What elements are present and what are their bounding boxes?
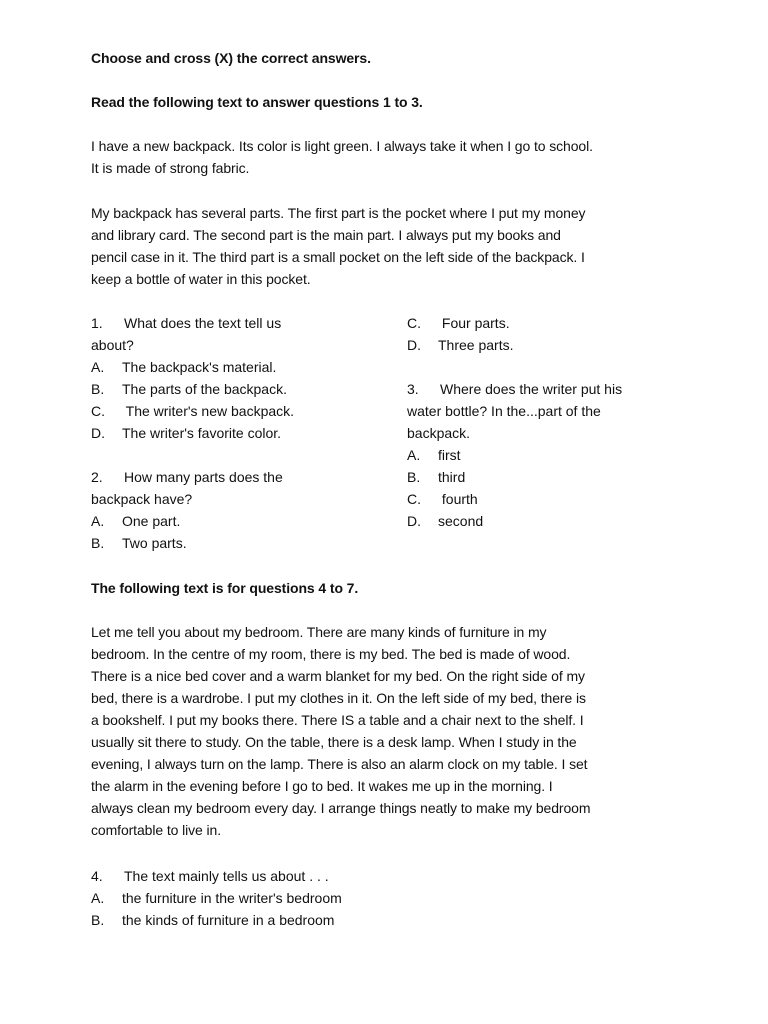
- question-number: 4.: [91, 868, 103, 884]
- text-line: bedroom. In the centre of my room, there is my bed. The bed is made of wood.: [91, 646, 571, 662]
- question-3: [407, 378, 707, 532]
- option-letter: C.: [407, 491, 421, 507]
- answer-option-d[interactable]: [407, 334, 707, 356]
- question-number: 3.: [407, 381, 419, 397]
- answer-option-b[interactable]: [91, 909, 491, 931]
- question-text: about?: [91, 337, 134, 353]
- option-text: The writer's new backpack.: [122, 403, 295, 419]
- option-text: the furniture in the writer's bedroom: [122, 890, 342, 906]
- question-text: What does the text tell us: [124, 315, 282, 331]
- text-line: bed, there is a wardrobe. I put my clothes in it. On the left side of my bed, there is: [91, 690, 586, 706]
- option-letter: B.: [407, 469, 421, 485]
- option-text: the kinds of furniture in a bedroom: [122, 912, 335, 928]
- text-line: My backpack has several parts. The first part is the pocket where I put my money: [91, 205, 586, 221]
- text-line: keep a bottle of water in this pocket.: [91, 271, 311, 287]
- option-letter: D.: [91, 425, 105, 441]
- question-stem: [91, 466, 391, 488]
- answer-option-c[interactable]: [407, 312, 707, 334]
- text-line: evening, I always turn on the lamp. There is also an alarm clock on my table. I set: [91, 756, 588, 772]
- text-line: pencil case in it. The third part is a small pocket on the left side of the backpack. I: [91, 249, 585, 265]
- text-line: usually sit there to study. On the table, there is a desk lamp. When I study in the: [91, 734, 577, 750]
- answer-option-a[interactable]: [91, 356, 391, 378]
- question-stem: [91, 865, 491, 887]
- option-text: Three parts.: [438, 337, 514, 353]
- question-4: [91, 865, 491, 931]
- text-line: a bookshelf. I put my books there. There IS a table and a chair next to the shelf. I: [91, 712, 584, 728]
- section1-heading: Read the following text to answer questions 1 to 3.: [91, 94, 423, 110]
- question-stem: [407, 378, 707, 400]
- text-line: I have a new backpack. Its color is light green. I always take it when I go to school.: [91, 138, 593, 154]
- question-1: [91, 312, 391, 444]
- option-letter: B.: [91, 381, 105, 397]
- option-letter: D.: [407, 337, 421, 353]
- bedroom-paragraph: [91, 621, 691, 841]
- option-letter: B.: [91, 912, 105, 928]
- answer-option-b[interactable]: [91, 532, 391, 554]
- answer-option-b[interactable]: [91, 378, 391, 400]
- option-letter: D.: [407, 513, 421, 529]
- option-letter: C.: [407, 315, 421, 331]
- answer-option-b[interactable]: [407, 466, 707, 488]
- section2-heading: The following text is for questions 4 to 7.: [91, 580, 359, 596]
- question-number: 2.: [91, 469, 103, 485]
- backpack-paragraph-2: [91, 202, 691, 290]
- option-letter: B.: [91, 535, 105, 551]
- question-text: backpack.: [407, 425, 471, 441]
- option-text: Four parts.: [438, 315, 510, 331]
- option-text: second: [438, 513, 484, 529]
- answer-option-c[interactable]: [407, 488, 707, 510]
- answer-option-a[interactable]: [91, 510, 391, 532]
- text-line: There is a nice bed cover and a warm blanket for my bed. On the right side of my: [91, 668, 585, 684]
- answer-option-a[interactable]: [407, 444, 707, 466]
- question-stem: [91, 312, 391, 334]
- option-text: The backpack's material.: [122, 359, 277, 375]
- option-letter: C.: [91, 403, 105, 419]
- backpack-paragraph-1: [91, 135, 691, 179]
- option-text: fourth: [438, 491, 478, 507]
- answer-option-d[interactable]: [407, 510, 707, 532]
- option-text: Two parts.: [122, 535, 187, 551]
- answer-option-d[interactable]: [91, 422, 391, 444]
- option-letter: A.: [407, 447, 421, 463]
- option-letter: A.: [91, 359, 105, 375]
- answer-option-c[interactable]: [91, 400, 391, 422]
- text-line: the alarm in the evening before I go to bed. It wakes me up in the morning. I: [91, 778, 553, 794]
- option-text: The writer's favorite color.: [122, 425, 282, 441]
- question-text: The text mainly tells us about . . .: [124, 868, 329, 884]
- instructions: Choose and cross (X) the correct answers.: [91, 50, 371, 66]
- question-2: [91, 466, 391, 554]
- question-text: water bottle? In the...part of the: [407, 403, 601, 419]
- option-text: One part.: [122, 513, 181, 529]
- text-line: comfortable to live in.: [91, 822, 221, 838]
- question-number: 1.: [91, 315, 103, 331]
- text-line: always clean my bedroom every day. I arrange things neatly to make my bedroom: [91, 800, 591, 816]
- text-line: and library card. The second part is the main part. I always put my books and: [91, 227, 561, 243]
- option-text: first: [438, 447, 461, 463]
- question-text: How many parts does the: [124, 469, 283, 485]
- text-line: It is made of strong fabric.: [91, 160, 250, 176]
- question-text: Where does the writer put his: [440, 381, 623, 397]
- question-2-continued: [407, 312, 707, 356]
- option-text: The parts of the backpack.: [122, 381, 287, 397]
- option-text: third: [438, 469, 466, 485]
- option-letter: A.: [91, 513, 105, 529]
- text-line: Let me tell you about my bedroom. There are many kinds of furniture in my: [91, 624, 547, 640]
- option-letter: A.: [91, 890, 105, 906]
- question-text: backpack have?: [91, 491, 193, 507]
- answer-option-a[interactable]: [91, 887, 491, 909]
